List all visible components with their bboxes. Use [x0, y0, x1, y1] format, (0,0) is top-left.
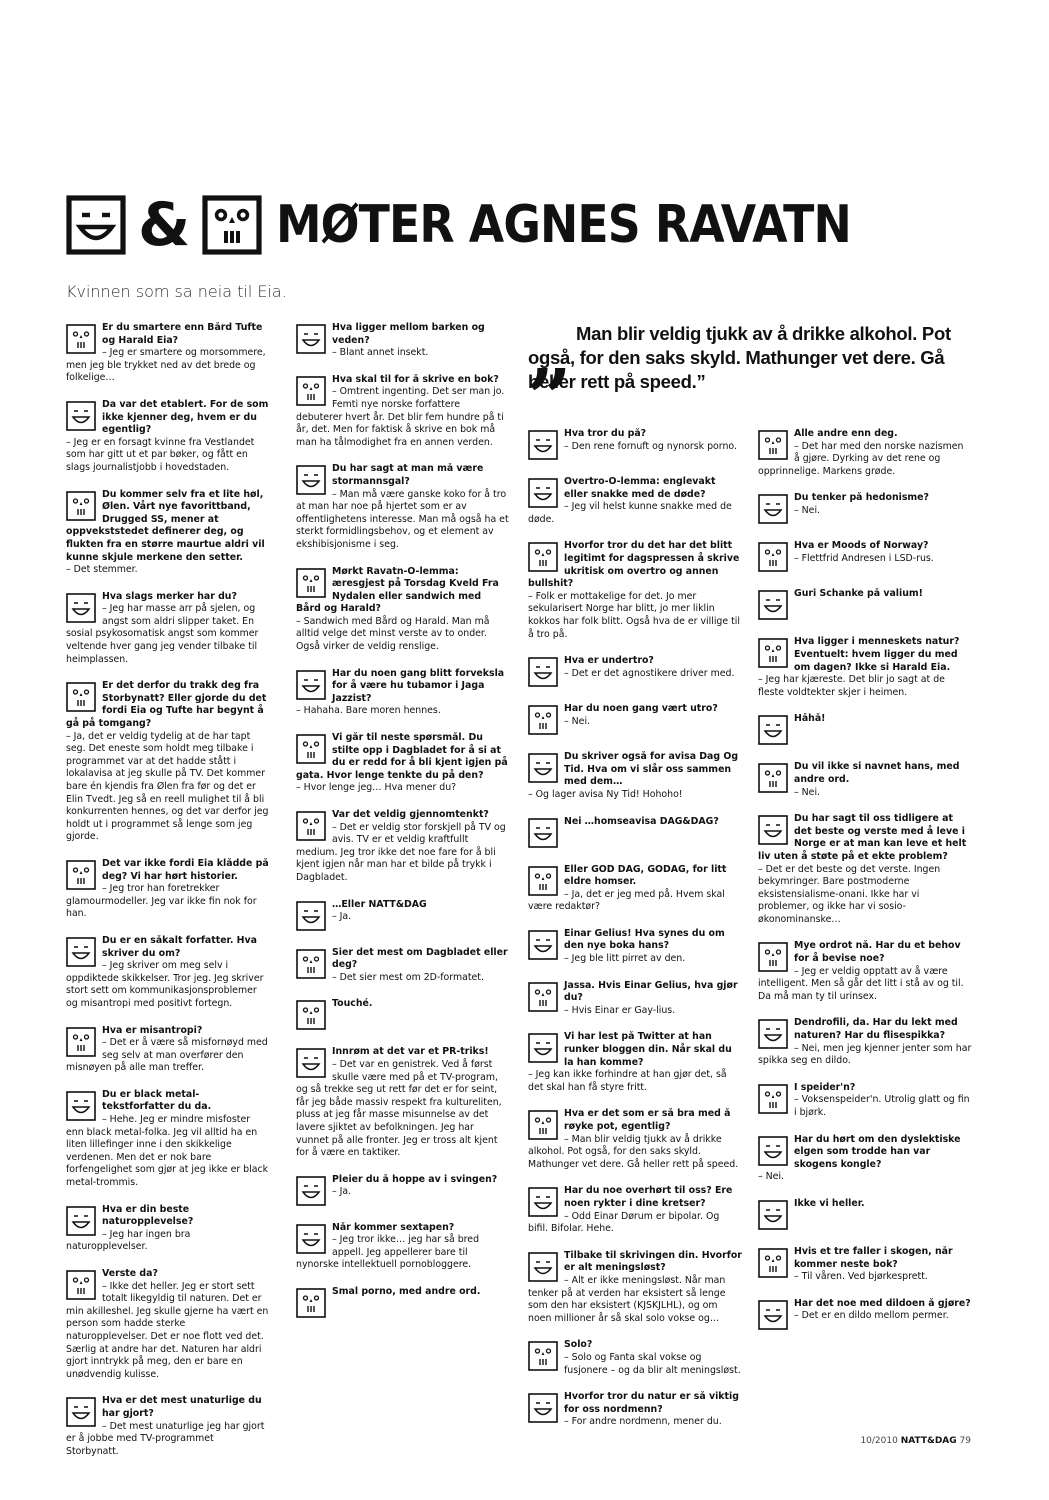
question: Hva er misantropi?: [102, 1024, 203, 1036]
question: Hva slags merker har du?: [102, 590, 237, 602]
answer: – Det er det beste og det verste. Ingen bekymringer. Bare postmoderne eksistensialisme-onani. Ikke har vi problemer, og ikke har vi sosio-økonominanske…: [758, 863, 941, 925]
qa-item: [528, 1339, 742, 1377]
question: Du har sagt til oss tidligere at det beste og verste med å leve i Norge er at man kan leve et helt liv uten å støte på et ekte problem?: [758, 813, 967, 862]
answer: – Jeg tror ikke… jeg har så bred appell. Jeg appellerer bare til nynorske intellektuell pornobloggere.: [296, 1234, 480, 1271]
question: Vi går til neste spørsmål. Du stilte opp i Dagbladet for å si at du er redd for å bli kjent igjen på gata. Hvor lenge tenkte du på den?: [296, 732, 508, 781]
smiley-face-icon: [758, 715, 788, 745]
answer: – Odd Einar Dørum er bipolar. Og bifil. Bifolar. Hehe.: [528, 1210, 720, 1235]
qa-item: [528, 1031, 742, 1094]
robot-face-icon: [758, 542, 788, 572]
robot-face-icon: [758, 1248, 788, 1278]
robot-face-icon: [66, 324, 96, 354]
robot-face-icon: [66, 491, 96, 521]
robot-face-icon: [66, 682, 96, 712]
question: Hva er din beste naturopplevelse?: [102, 1203, 194, 1228]
question: Tilbake til skrivingen din. Hvorfor er alt meningsløst?: [564, 1249, 742, 1274]
question: Hvis et tre faller i skogen, når kommer neste bok?: [794, 1245, 953, 1270]
qa-item: [528, 928, 742, 966]
smiley-face-icon: [296, 1224, 326, 1254]
smiley-face-icon: [758, 494, 788, 524]
question: Hva er Moods of Norway?: [794, 540, 929, 552]
robot-face-icon: [758, 1084, 788, 1114]
question: Mye ordrot nå. Har du et behov for å bevise noe?: [794, 940, 961, 965]
question: Du er en såkalt forfatter. Hva skriver du om?: [102, 934, 257, 959]
question: Hva er det mest unaturlige du har gjort?: [102, 1395, 262, 1419]
question: Du kommer selv fra et lite høl, Ølen. Vårt nye favorittband, Drugged SS, mener at oppvekststedet definerer deg, og flukten fra en større maurtue aldri vil kunne skjule merkene den setter.: [66, 488, 265, 563]
question: Innrøm at det var et PR-triks!: [332, 1046, 489, 1058]
smiley-face-icon: [528, 478, 558, 508]
qa-item: [758, 1246, 972, 1284]
answer: – Nei.: [564, 715, 591, 727]
qa-item: [758, 1198, 972, 1232]
answer: – Det er å være så misfornøyd med seg selv at man overfører den misnøyen på alle man treffer.: [66, 1037, 268, 1074]
question: Hva er det som er så bra med å røyke pot, egentlig?: [564, 1108, 731, 1132]
answer: – Jeg skriver om meg selv i oppdiktede skikkelser. Tror jeg. Jeg skriver stort sett om kommunikasjonsproblemer og misantropi med positivt fortegn.: [66, 960, 264, 1009]
answer: – Jeg kan ikke forhindre at han gjør det, så det skal han få styre fritt.: [528, 1069, 727, 1093]
qa-item: [758, 540, 972, 574]
answer: – Jeg har masse arr på sjelen, og angst som aldri slipper taket. En sosial psykosomatisk angst som kommer veltende hver gang jeg vender tilbake til heimplassen.: [66, 603, 259, 665]
answer: – Ikke det heller. Jeg er stort sett totalt likegyldig til naturen. Det er min akilleshel. Jeg skulle gjerne ha vært en person som hadde sterke naturopplevelser. Det er noe flott ved det. Særlig at andre har det. Naturen har aldri gjort inntrykk på meg, den er bare en unødvendig kulisse.: [66, 1280, 269, 1380]
smiley-face-icon: [66, 401, 96, 431]
smiley-face-icon: [66, 195, 126, 255]
question: Har du noe overhørt til oss? Ere noen rykter i dine kretser?: [564, 1185, 733, 1209]
pull-quote-text: Man blir veldig tjukk av å drikke alkohol. Pot også, for den saks skyld. Mathunger vet dere. Gå heller rett på speed.”: [528, 323, 951, 392]
qa-item: [528, 1185, 742, 1235]
question: Ikke vi heller.: [794, 1197, 865, 1209]
question: Har det noe med dildoen å gjøre?: [794, 1297, 971, 1309]
qa-item: [528, 1108, 742, 1171]
qa-item: [758, 1134, 972, 1184]
robot-face-icon: [528, 1341, 558, 1371]
smiley-face-icon: [66, 937, 96, 967]
qa-item: [296, 732, 509, 795]
question: Hva tror du på?: [564, 428, 647, 439]
question: Da var det etablert. For de som ikke kjenner deg, hvem er du egentlig?: [102, 398, 269, 436]
qa-item: [758, 940, 972, 1003]
qa-item: [66, 858, 269, 921]
robot-face-icon: [528, 1110, 558, 1140]
qa-item: [758, 588, 972, 622]
robot-face-icon: [528, 705, 558, 735]
question: Jassa. Hvis Einar Gelius, hva gjør du?: [564, 979, 738, 1004]
answer: – Ja, det er jeg med på. Hvem skal være redaktør?: [528, 888, 725, 913]
smiley-face-icon: [296, 670, 326, 700]
question: Hvorfor tror du det har det blitt legitimt for dagspressen å skrive ukritisk om overtro og annen bullshit?: [528, 540, 740, 590]
answer: – Jeg ble litt pirret av den.: [564, 953, 686, 965]
smiley-face-icon: [296, 465, 326, 495]
qa-item: [758, 713, 972, 747]
qa-item: [66, 680, 269, 844]
question: Håhå!: [794, 713, 826, 725]
answer: – Jeg vil helst kunne snakke med de døde.: [528, 501, 732, 525]
qa-item: [528, 816, 742, 850]
question: Smal porno, med andre ord.: [332, 1286, 481, 1298]
magazine-name: NATT&DAG: [900, 1436, 957, 1446]
robot-face-icon: [66, 860, 96, 890]
question: Er du smartere enn Bård Tufte og Harald Eia?: [102, 322, 263, 346]
answer: – Det stemmer.: [66, 564, 138, 576]
qa-item: [296, 1046, 509, 1159]
smiley-face-icon: [758, 815, 788, 845]
answer: – Det er en dildo mellom permer.: [794, 1310, 949, 1322]
column-3: [528, 428, 742, 1443]
qa-item: [296, 463, 509, 551]
question: Overtro-O-lemma: englevakt eller snakke med de døde?: [564, 476, 716, 500]
qa-item: [528, 1391, 742, 1429]
robot-face-icon: [758, 763, 788, 793]
question: Er det derfor du trakk deg fra Storbynatt? Eller gjorde du det fordi Eia og Tufte har begynt å gå på tomgang?: [66, 680, 267, 730]
question: Sier det mest om Dagbladet eller deg?: [332, 946, 508, 971]
answer: – Hvor lenge jeg… Hva mener du?: [296, 782, 457, 794]
answer: – Alt er ikke meningsløst. Når man tenker på at verden har eksistert så lenge som den har eksistert (KJSKJLHL), og om noen millioner år så skal solo vokse og…: [528, 1274, 726, 1324]
qa-item: [296, 899, 509, 933]
qa-item: [758, 492, 972, 526]
smiley-face-icon: [296, 1048, 326, 1078]
qa-item: [296, 1286, 509, 1320]
smiley-face-icon: [66, 1397, 96, 1427]
robot-face-icon: [758, 942, 788, 972]
question: Har du noen gang blitt forveksla for å være hu tubamor i Jaga Jazzist?: [332, 667, 505, 704]
robot-face-icon: [528, 542, 558, 572]
question: Nei …homseavisa DAG&DAG?: [564, 815, 719, 827]
answer: – Jeg er veldig opptatt av å være intelligent. Men så går det litt i stå av og til. Da må man ty til urinsex.: [758, 965, 964, 1002]
answer: – Jeg har ingen bra naturopplevelser.: [66, 1228, 191, 1253]
answer: – Det har med den norske nazismen å gjøre. Dyrking av det rene og opprinnelige. Markens grøde.: [758, 440, 964, 477]
answer: – Hehe. Jeg er mindre misfoster enn black metal-folka. Jeg vil alltid ha en liten lillefinger inne i den skikkelige verdenen. Men det er nok bare forfengelighet som gjør at jeg ikke er black metal-trommis.: [66, 1114, 269, 1189]
qa-item: [296, 374, 509, 450]
ampersand: &: [138, 190, 191, 260]
robot-face-icon: [66, 1270, 96, 1300]
question: Einar Gelius! Hva synes du om den nye boka hans?: [564, 927, 725, 952]
smiley-face-icon: [758, 1136, 788, 1166]
answer: – Ja.: [332, 1186, 352, 1198]
qa-item: [528, 540, 742, 641]
answer: – Nei.: [758, 1171, 785, 1183]
smiley-face-icon: [66, 1206, 96, 1236]
answer: – Nei.: [794, 504, 821, 516]
qa-item: [296, 998, 509, 1032]
question: Har du noen gang vært utro?: [564, 703, 718, 715]
robot-face-icon: [528, 866, 558, 896]
qa-item: [528, 428, 742, 462]
column-4: [758, 428, 972, 1346]
qa-item: [296, 947, 509, 985]
smiley-face-icon: [528, 930, 558, 960]
question: Eller GOD DAG, GODAG, for litt eldre homser.: [564, 863, 727, 888]
page-footer: [860, 1436, 971, 1446]
qa-item: [66, 591, 269, 667]
qa-item: [66, 1089, 269, 1190]
smiley-face-icon: [528, 657, 558, 687]
answer: – Blant annet insekt.: [332, 347, 429, 359]
answer: – Det sier mest om 2D-formatet.: [332, 971, 484, 983]
question: Har du hørt om den dyslektiske elgen som trodde han var skogens kongle?: [794, 1133, 961, 1170]
column-2: [296, 322, 509, 1334]
issue-number: 10/2010: [860, 1436, 898, 1446]
robot-face-icon: [66, 1027, 96, 1057]
question: Du er black metal-tekstforfatter du da.: [102, 1088, 212, 1113]
answer: – Voksenspeider'n. Utrolig glatt og fin i bjørk.: [794, 1094, 970, 1118]
question: Hva ligger i menneskets natur? Eventuelt: hvem ligger du med om dagen? Ikke si Harald Eia.: [794, 636, 960, 673]
answer: – Omtrent ingenting. Det ser man jo. Femti nye norske forfattere debuterer hvert år. Det blir fem hundre på ti år, det. Men for faktisk å skrive en bok må man ha tålmodighet fra en annen verden.: [296, 386, 505, 448]
question: Det var ikke fordi Eia klådde på deg? Vi har hørt historier.: [102, 857, 269, 882]
answer: – For andre nordmenn, mener du.: [564, 1416, 722, 1428]
qa-item: [528, 655, 742, 689]
question: Hvorfor tror du natur er så viktig for oss nordmenn?: [564, 1391, 739, 1415]
quote-mark: „: [528, 308, 573, 399]
headline: MØTER AGNES RAVATN: [276, 195, 852, 255]
smiley-face-icon: [528, 818, 558, 848]
question: Var det veldig gjennomtenkt?: [332, 809, 489, 820]
question: Touché.: [332, 998, 373, 1010]
qa-item: [758, 761, 972, 799]
qa-item: [296, 322, 509, 360]
smiley-face-icon: [528, 1033, 558, 1063]
robot-face-icon: [296, 949, 326, 979]
qa-item: [66, 1025, 269, 1075]
answer: – Det var en genistrek. Ved å først skulle være med på et TV-program, og så trekke seg ut rett før det er for seint, får jeg både massiv respekt fra kultureliten, pluss at jeg får masse misunnelse av det lavere sjiktet av befolkningen. Jeg har vunnet på alle fronter. Jeg er tross alt kjent for å være en taktiker.: [296, 1058, 502, 1159]
answer: – Det er veldig stor forskjell på TV og avis. TV er et veldig kraftfullt medium. Jeg tror ikke det noe fare for å bli kjent igjen når man har et bilde på trykk i Dagbladet.: [296, 821, 506, 883]
question: Du vil ikke si navnet hans, med andre ord.: [794, 761, 960, 785]
smiley-face-icon: [296, 901, 326, 931]
answer: – Flettfrid Andresen i LSD-rus.: [794, 552, 934, 564]
answer: – Folk er mottakelige for det. Jo mer sekularisert Norge har blitt, jo mer liklin kokkos har folk blitt. Også hva de er villige til å tro på.: [528, 590, 741, 640]
qa-item: [528, 476, 742, 526]
smiley-face-icon: [528, 753, 558, 783]
answer: – Man må være ganske koko for å tro at man har noe på hjertet som er av offentlighetens interesse. Man må også ha et sterkt formidlingsbehov, og et element av ekshibisjonisme i seg.: [296, 488, 509, 550]
smiley-face-icon: [758, 1019, 788, 1049]
qa-item: [758, 428, 972, 478]
robot-face-icon: [296, 1000, 326, 1030]
qa-item: [758, 1082, 972, 1120]
qa-item: [66, 489, 269, 577]
answer: – Solo og Fanta skal vokse og fusjonere – og da blir alt meningsløst.: [564, 1351, 741, 1376]
answer: – Ja.: [332, 911, 352, 923]
question: Hva skal til for å skrive en bok?: [332, 373, 499, 385]
qa-item: [758, 636, 972, 699]
answer: – Til våren. Ved bjørkesprett.: [794, 1271, 928, 1283]
robot-face-icon: [202, 195, 262, 255]
answer: – Sandwich med Bård og Harald. Man må alltid velge det minst verste av to onder. Også virker de veldig renslige.: [296, 615, 490, 653]
qa-item: [296, 1222, 509, 1272]
qa-item: [66, 1204, 269, 1254]
question: Når kommer sextapen?: [332, 1221, 455, 1233]
smiley-face-icon: [296, 324, 326, 354]
qa-item: [296, 668, 509, 718]
question: Verste da?: [102, 1268, 158, 1279]
answer: – Jeg tror han foretrekker glamourmodeller. Jeg var ikke fin nok for han.: [66, 883, 257, 920]
smiley-face-icon: [528, 1393, 558, 1423]
smiley-face-icon: [528, 1187, 558, 1217]
smiley-face-icon: [66, 593, 96, 623]
robot-face-icon: [296, 568, 326, 598]
question: Solo?: [564, 1339, 593, 1351]
answer: – Nei.: [794, 786, 821, 798]
question: Pleier du å hoppe av i svingen?: [332, 1173, 498, 1185]
robot-face-icon: [296, 376, 326, 406]
question: I speider'n?: [794, 1081, 856, 1093]
qa-item: [296, 1174, 509, 1208]
smiley-face-icon: [296, 1176, 326, 1206]
smiley-face-icon: [528, 1252, 558, 1282]
question: Du har sagt at man må være stormannsgal?: [332, 463, 484, 487]
qa-item: [66, 399, 269, 475]
answer: – Hahaha. Bare moren hennes.: [296, 705, 441, 717]
answer: – Hvis Einar er Gay-lius.: [564, 1004, 676, 1016]
column-1: [66, 322, 269, 1472]
smiley-face-icon: [758, 1300, 788, 1330]
qa-item: [296, 566, 509, 654]
qa-item: [66, 1395, 269, 1458]
question: Du skriver også for avisa Dag Og Tid. Hva om vi slår oss sammen med dem…: [564, 751, 739, 788]
qa-item: [296, 809, 509, 885]
qa-item: [758, 813, 972, 926]
answer: – Jeg har kjæreste. Det blir jo sagt at de fleste voldtekter skjer i heimen.: [758, 674, 945, 698]
robot-face-icon: [528, 982, 558, 1012]
smiley-face-icon: [758, 1200, 788, 1230]
smiley-face-icon: [528, 430, 558, 460]
smiley-face-icon: [66, 1091, 96, 1121]
robot-face-icon: [296, 1288, 326, 1318]
question: Mørkt Ravatn-O-lemma: æresgjest på Torsdag Kveld Fra Nydalen eller sandwich med Bård og Harald?: [296, 565, 499, 615]
question: …Eller NATT&DAG: [332, 898, 427, 910]
question: Vi har lest på Twitter at han runker bloggen din. Når skal du la han komme?: [564, 1031, 732, 1068]
question: Du tenker på hedonisme?: [794, 492, 929, 504]
page-number: 79: [959, 1436, 971, 1446]
question: Alle andre enn deg.: [794, 428, 898, 439]
robot-face-icon: [758, 638, 788, 668]
qa-item: [66, 322, 269, 385]
qa-item: [528, 1250, 742, 1326]
answer: – Det mest unaturlige jeg har gjort er å jobbe med TV-programmet Storbynatt.: [66, 1420, 265, 1457]
answer: – Det er det agnostikere driver med.: [564, 667, 735, 679]
question: Guri Schanke på valium!: [794, 588, 923, 600]
question: Hva er undertro?: [564, 655, 654, 667]
answer: – Ja, det er veldig tydelig at de har tapt seg. Det eneste som holdt meg tilbake i programmet var at det hadde stått i lokalavisa at jeg skulle på TV. Det kommer bare én kjendis fra Ølen fra før og det er Elin Tvedt. Jeg så en reell mulighet til å bli konkurrenten hennes, og det var derfor jeg holdt ut i programmet så lenge som jeg gjorde.: [66, 730, 269, 843]
answer: – Jeg er smartere og morsommere, men jeg ble trykket ned av det brede og folkelige…: [66, 347, 266, 384]
qa-item: [528, 864, 742, 914]
qa-item: [528, 751, 742, 801]
qa-item: [758, 1298, 972, 1332]
answer: – Nei, men jeg kjenner jenter som har spikka seg en dildo.: [758, 1042, 972, 1067]
qa-item: [758, 1017, 972, 1067]
smiley-face-icon: [758, 590, 788, 620]
qa-item: [66, 935, 269, 1011]
qa-item: [528, 703, 742, 737]
answer: – Og lager avisa Ny Tid! Hohoho!: [528, 788, 683, 800]
answer: – Man blir veldig tjukk av å drikke alkohol. Pot også, for den saks skyld. Mathunger vet dere. Gå heller rett på speed.: [528, 1133, 739, 1170]
title-row: [66, 190, 976, 260]
answer: – Jeg er en forsagt kvinne fra Vestlandet som har gitt ut et par bøker, og fått en slags journalistjobb i hovedstaden.: [66, 436, 255, 473]
robot-face-icon: [296, 734, 326, 764]
subtitle: Kvinnen som sa neia til Eia.: [66, 282, 287, 301]
answer: – Den rene fornuft og nynorsk porno.: [564, 440, 737, 452]
robot-face-icon: [758, 430, 788, 460]
qa-item: [528, 980, 742, 1018]
question: Dendrofili, da. Har du lekt med naturen? Har du flisespikka?: [794, 1017, 958, 1042]
pull-quote: [528, 308, 968, 399]
question: Hva ligger mellom barken og veden?: [332, 322, 485, 346]
qa-item: [66, 1268, 269, 1381]
robot-face-icon: [296, 811, 326, 841]
